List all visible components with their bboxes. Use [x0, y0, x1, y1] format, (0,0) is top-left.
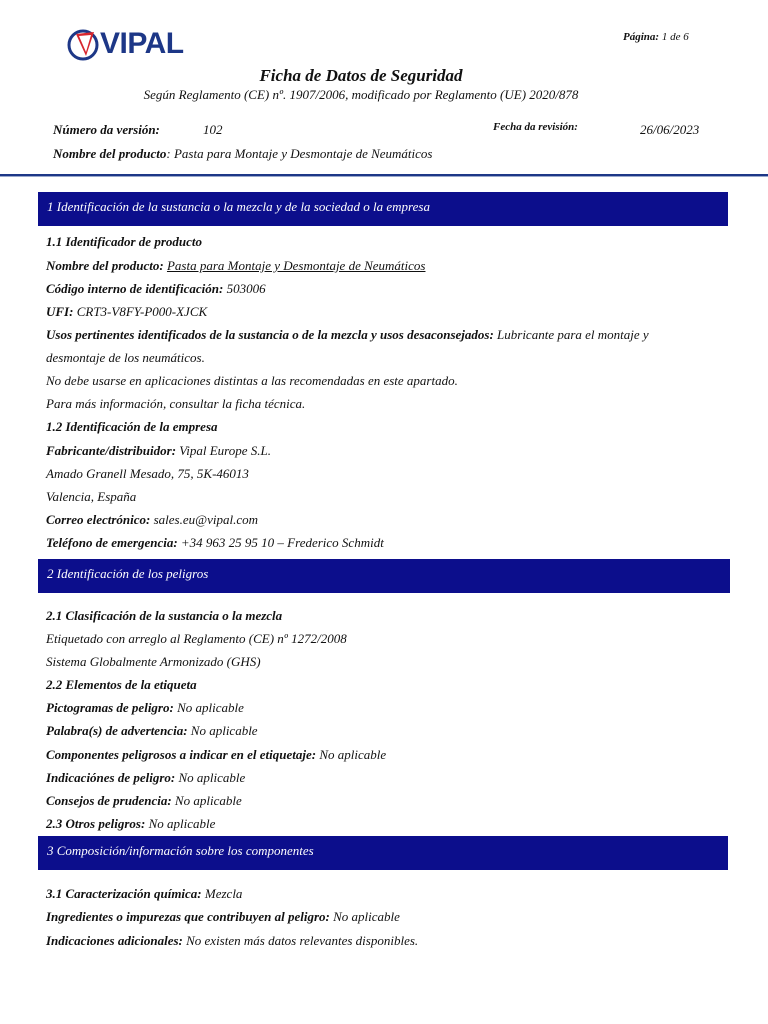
phone-label: Teléfono de emergencia: [46, 535, 178, 550]
version-value: 102 [203, 122, 223, 137]
ufi-value: CRT3-V8FY-P000-XJCK [76, 304, 208, 319]
chem-line [46, 886, 242, 902]
email-value: sales.eu@vipal.com [153, 512, 258, 527]
header-product-line [53, 146, 432, 162]
pictograms-line [46, 700, 244, 716]
signal-words-line [46, 723, 258, 739]
product-name-label: Nombre del producto: [46, 258, 164, 273]
signal-words-value: No aplicable [190, 723, 258, 738]
internal-code-label: Código interno de identificación: [46, 281, 224, 296]
additional-line [46, 933, 418, 949]
hazard-statements-line [46, 770, 245, 786]
product-name-value: Pasta para Montaje y Desmontaje de Neumáticos [166, 258, 426, 273]
section-3-heading: 3 Composición/información sobre los componentes [38, 836, 728, 870]
maker-line [46, 443, 271, 459]
components-line [46, 747, 386, 763]
ufi-line [46, 304, 207, 320]
ingredients-line [46, 909, 400, 925]
other-hazards-line [46, 816, 215, 832]
hazard-statements-value: No aplicable [178, 770, 246, 785]
s11-title: 1.1 Identificador de producto [46, 234, 202, 249]
components-value: No aplicable [319, 747, 387, 762]
page-number [623, 31, 689, 43]
pictograms-label: Pictogramas de peligro: [46, 700, 174, 715]
s22-title: 2.2 Elementos de la etiqueta [46, 677, 197, 692]
uses-line [46, 327, 649, 343]
header-product-value: : Pasta para Montaje y Desmontaje de Neumáticos [166, 146, 433, 161]
maker-label: Fabricante/distribuidor: [46, 443, 177, 458]
note-1: No debe usarse en aplicaciones distintas a las recomendadas en este apartado. [46, 373, 458, 388]
page-label: Página: [623, 31, 660, 43]
version-label: Número da versión: [53, 122, 160, 137]
product-name-line [46, 258, 425, 274]
precaution-label: Consejos de prudencia: [46, 793, 172, 808]
logo-text: VIPAL [100, 27, 184, 60]
precaution-value: No aplicable [174, 793, 242, 808]
ufi-label: UFI: [46, 304, 74, 319]
ingredients-value: No aplicable [333, 909, 400, 924]
section-2-heading: 2 Identificación de los peligros [38, 559, 730, 593]
s21-line-1: Etiquetado con arreglo al Reglamento (CE) nº 1272/2008 [46, 631, 347, 646]
phone-line [46, 535, 384, 551]
revision-value: 26/06/2023 [640, 122, 700, 137]
uses-value-1: Lubricante para el montaje y [497, 327, 649, 342]
s21-title: 2.1 Clasificación de la sustancia o la mezcla [46, 608, 283, 623]
signal-words-label: Palabra(s) de advertencia: [46, 723, 188, 738]
uses-label: Usos pertinentes identificados de la sustancia o de la mezcla y usos desaconsejados: [46, 327, 494, 342]
uses-value-2: desmontaje de los neumáticos. [46, 350, 205, 365]
section-1-heading: 1 Identificación de la sustancia o la mezcla y de la sociedad o la empresa [38, 192, 728, 226]
internal-code-line [46, 281, 266, 297]
s12-title: 1.2 Identificación de la empresa [46, 419, 218, 434]
page-value: 1 de 6 [661, 31, 689, 43]
header-divider-shadow [0, 176, 768, 177]
s21-line-2: Sistema Globalmente Armonizado (GHS) [46, 654, 261, 669]
ingredients-label: Ingredientes o impurezas que contribuyen al peligro: [46, 909, 330, 924]
address-1: Amado Granell Mesado, 75, 5K-46013 [46, 466, 249, 481]
internal-code-value: 503006 [226, 281, 266, 296]
precaution-line [46, 793, 242, 809]
header-product-label: Nombre del producto [53, 146, 167, 161]
additional-label: Indicaciones adicionales: [46, 933, 183, 948]
hazard-statements-label: Indicaciónes de peligro: [46, 770, 176, 785]
chem-label: 3.1 Caracterización química: [46, 886, 202, 901]
additional-value: No existen más datos relevantes disponibles. [186, 933, 419, 948]
note-2: Para más información, consultar la ficha técnica. [46, 396, 306, 411]
address-2: Valencia, España [46, 489, 137, 504]
email-line [46, 512, 258, 528]
components-label: Componentes peligrosos a indicar en el etiquetaje: [46, 747, 317, 762]
email-label: Correo electrónico: [46, 512, 151, 527]
phone-value: +34 963 25 95 10 – Frederico Schmidt [180, 535, 384, 550]
other-hazards-value: No aplicable [148, 816, 216, 831]
other-hazards-label: 2.3 Otros peligros: [46, 816, 146, 831]
document-title: Ficha de Datos de Seguridad [259, 66, 463, 85]
chem-value: Mezcla [204, 886, 243, 901]
pictograms-value: No aplicable [177, 700, 244, 715]
revision-label: Fecha da revisión: [493, 121, 578, 133]
maker-value: Vipal Europe S.L. [179, 443, 271, 458]
document-subtitle: Según Reglamento (CE) nº. 1907/2006, modificado por Reglamento (UE) 2020/878 [143, 87, 579, 102]
